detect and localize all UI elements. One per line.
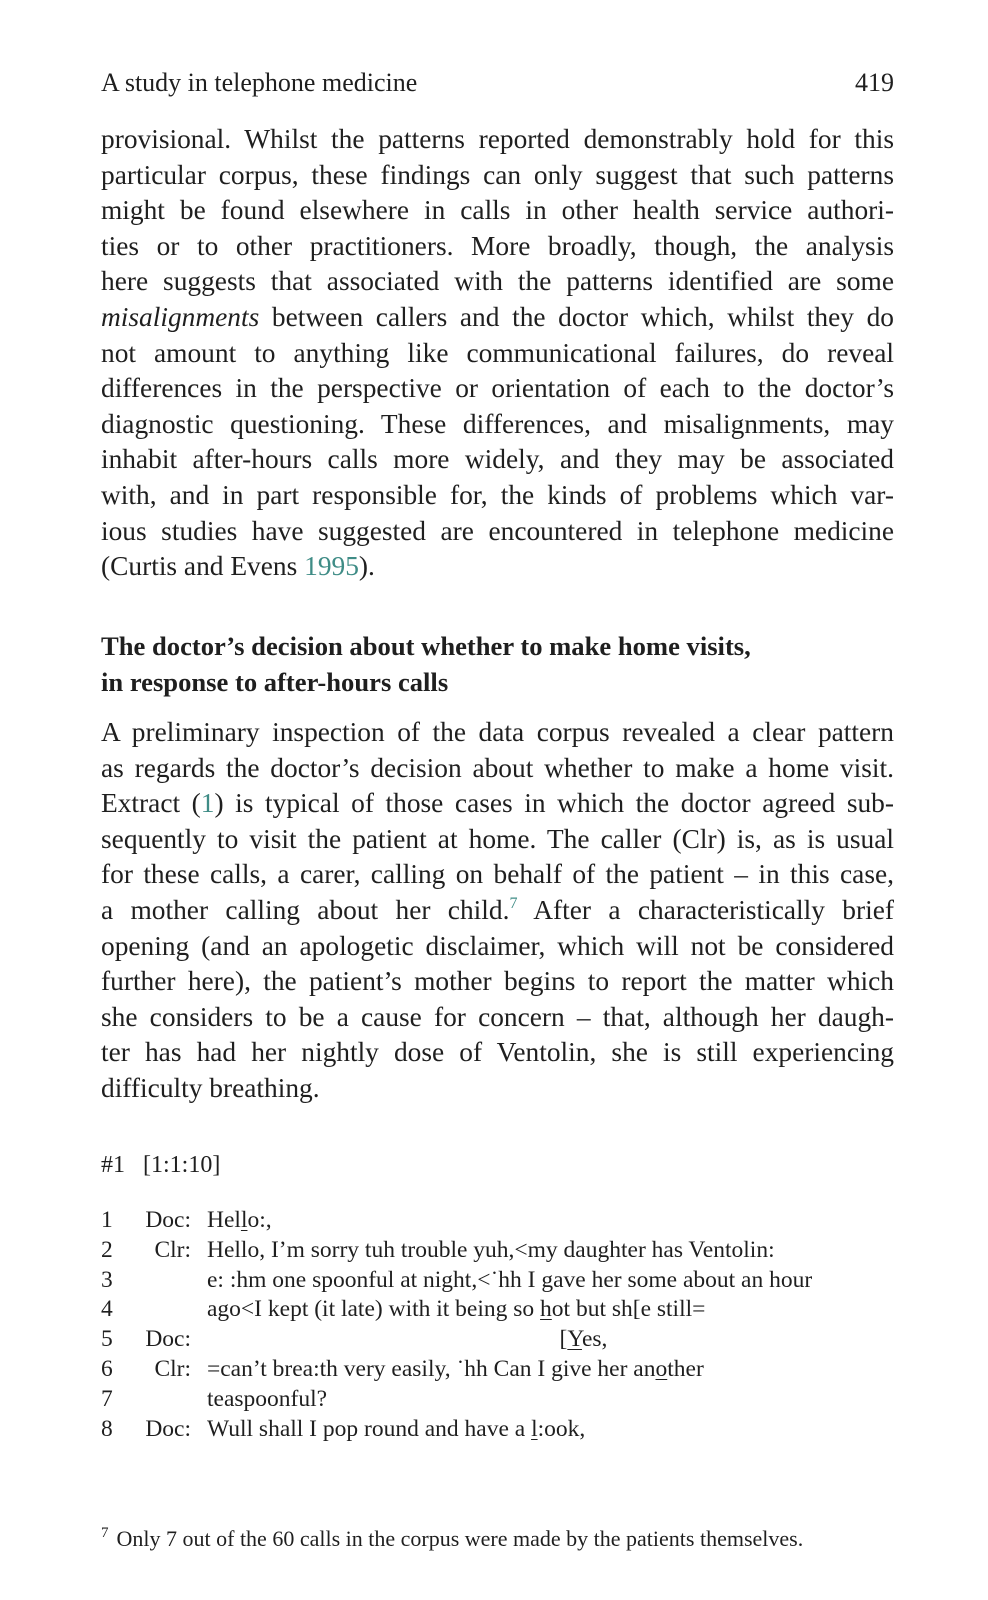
text-line: opening (and an apologetic disclaimer, which will not be considered: [101, 930, 894, 961]
transcript-line: [101, 1206, 894, 1236]
speaker-label: Clr:: [154, 1355, 191, 1382]
text-run: between callers and the doctor which, whilst they do: [259, 301, 894, 332]
text-line: she considers to be a cause for concern – that, although her daugh-: [101, 1001, 894, 1032]
emphasis-misalignments: misalignments: [101, 301, 260, 332]
text-line: not amount to anything like communicational failures, do reveal: [101, 337, 894, 368]
extract-number: #1: [101, 1152, 125, 1178]
stressed-sound: l: [240, 1207, 248, 1233]
text-line: further here), the patient’s mother begins to report the matter which: [101, 966, 894, 997]
utterance-text: e: :hm one spoonful at night,<˙hh I gave her some about an hour: [207, 1266, 813, 1293]
utterance: [207, 1206, 272, 1236]
utterance: [207, 1266, 812, 1296]
text-line: for these calls, a carer, calling on behalf of the patient – in this case,: [101, 859, 894, 890]
transcript-line: [101, 1325, 894, 1355]
utterance: [207, 1415, 585, 1445]
footnote-text: Only 7 out of the 60 calls in the corpus were made by the patients themselves.: [116, 1526, 804, 1551]
utterance-text: o:,: [247, 1207, 272, 1233]
extract-link[interactable]: 1: [200, 788, 215, 819]
line-number: 4: [101, 1296, 113, 1323]
utterance-text: :ook,: [537, 1415, 586, 1442]
text-line: [101, 893, 894, 929]
text-line: A preliminary inspection of the data corpus revealed a clear pattern: [101, 717, 894, 747]
utterance-text: teaspoonful?: [207, 1385, 328, 1412]
utterance-text: ot but sh[e still=: [551, 1296, 706, 1323]
utterance-text: Hel: [207, 1207, 241, 1233]
text-line: ties or to other practitioners. More broadly, though, the analysis: [101, 230, 894, 261]
extract-reference: [1:1:10]: [143, 1152, 221, 1178]
page-number: 419: [855, 68, 894, 97]
text-line: with, and in part responsible for, the kinds of problems which var-: [101, 479, 894, 510]
heading-line: in response to after-hours calls: [101, 667, 449, 697]
utterance-text: ago<I kept (it late) with it being so: [207, 1296, 541, 1323]
text-line: difficulty breathing.: [101, 1072, 320, 1103]
utterance: [207, 1236, 775, 1266]
text-line: might be found elsewhere in calls in other health service authori-: [101, 195, 894, 226]
text-line: [101, 300, 894, 336]
utterance-text: =can’t brea:th very easily, ˙hh Can I give her an: [207, 1355, 656, 1382]
text-run: After a characteristically brief: [517, 894, 894, 925]
text-run: a mother calling about her child.: [101, 894, 510, 925]
speaker-label: Clr:: [154, 1236, 191, 1263]
line-number: 7: [101, 1385, 113, 1412]
stressed-sound: l: [531, 1415, 538, 1442]
line-number: 5: [101, 1326, 113, 1353]
line-number: 1: [101, 1207, 113, 1233]
text-line: as regards the doctor’s decision about whether to make a home visit.: [101, 752, 894, 783]
utterance: [207, 1295, 705, 1325]
line-number: 8: [101, 1415, 113, 1442]
utterance-text: [: [207, 1326, 568, 1353]
transcript-line: [101, 1236, 894, 1266]
transcript-line: [101, 1295, 894, 1325]
utterance-text: es,: [581, 1326, 608, 1353]
text-line: ter has had her nightly dose of Ventolin, she is still experiencing: [101, 1037, 894, 1068]
footnote-mark: 7: [101, 1525, 109, 1541]
line-number: 6: [101, 1355, 113, 1382]
text-run: ).: [358, 551, 375, 582]
heading-line: The doctor’s decision about whether to make home visits,: [101, 631, 751, 661]
paragraph-1: [101, 122, 894, 585]
running-title: A study in telephone medicine: [101, 68, 418, 97]
speaker-label: Doc:: [145, 1415, 191, 1442]
footnote: [101, 1518, 803, 1554]
transcript: [101, 1206, 894, 1444]
text-line: [101, 786, 894, 822]
text-line: [101, 549, 894, 585]
footnote-ref[interactable]: 7: [509, 894, 518, 912]
running-head: [101, 66, 894, 100]
text-line: ious studies have suggested are encountered in telephone medicine: [101, 515, 894, 546]
text-line: sequently to visit the patient at home. The caller (Clr) is, as is usual: [101, 823, 894, 854]
utterance-text: Wull shall I pop round and have a: [207, 1415, 532, 1442]
text-line: here suggests that associated with the patterns identified are some: [101, 266, 894, 297]
text-run: Extract (: [101, 788, 201, 819]
line-number: 2: [101, 1236, 113, 1263]
text-line: provisional. Whilst the patterns reported demonstrably hold for this: [101, 124, 894, 154]
extract-label: [101, 1150, 220, 1180]
utterance: [207, 1385, 327, 1415]
transcript-line: [101, 1415, 894, 1445]
speaker-label: Doc:: [145, 1326, 191, 1353]
stressed-sound: h: [540, 1296, 552, 1323]
text-line: inhabit after-hours calls more widely, and they may be associated: [101, 444, 894, 475]
speaker-label: Doc:: [145, 1207, 191, 1233]
text-line: particular corpus, these findings can only suggest that such patterns: [101, 159, 894, 190]
line-number: 3: [101, 1266, 113, 1293]
utterance: [207, 1325, 607, 1355]
stressed-sound: o: [655, 1355, 668, 1382]
stressed-sound: Y: [567, 1326, 582, 1353]
transcript-line: [101, 1355, 894, 1385]
section-heading: [101, 628, 894, 700]
utterance-text: Hello, I’m sorry tuh trouble yuh,<my daughter has Ventolin:: [207, 1236, 775, 1263]
text-line: diagnostic questioning. These differences, and misalignments, may: [101, 408, 894, 439]
text-run: (Curtis and Evens: [101, 551, 305, 582]
utterance-text: ther: [667, 1355, 704, 1382]
transcript-line: [101, 1385, 894, 1415]
utterance: [207, 1355, 704, 1385]
text-run: ) is typical of those cases in which the doctor agreed sub-: [214, 788, 894, 819]
paragraph-2: [101, 715, 894, 1107]
transcript-line: [101, 1266, 894, 1296]
text-line: differences in the perspective or orientation of each to the doctor’s: [101, 373, 894, 404]
citation-link[interactable]: 1995: [304, 551, 359, 582]
